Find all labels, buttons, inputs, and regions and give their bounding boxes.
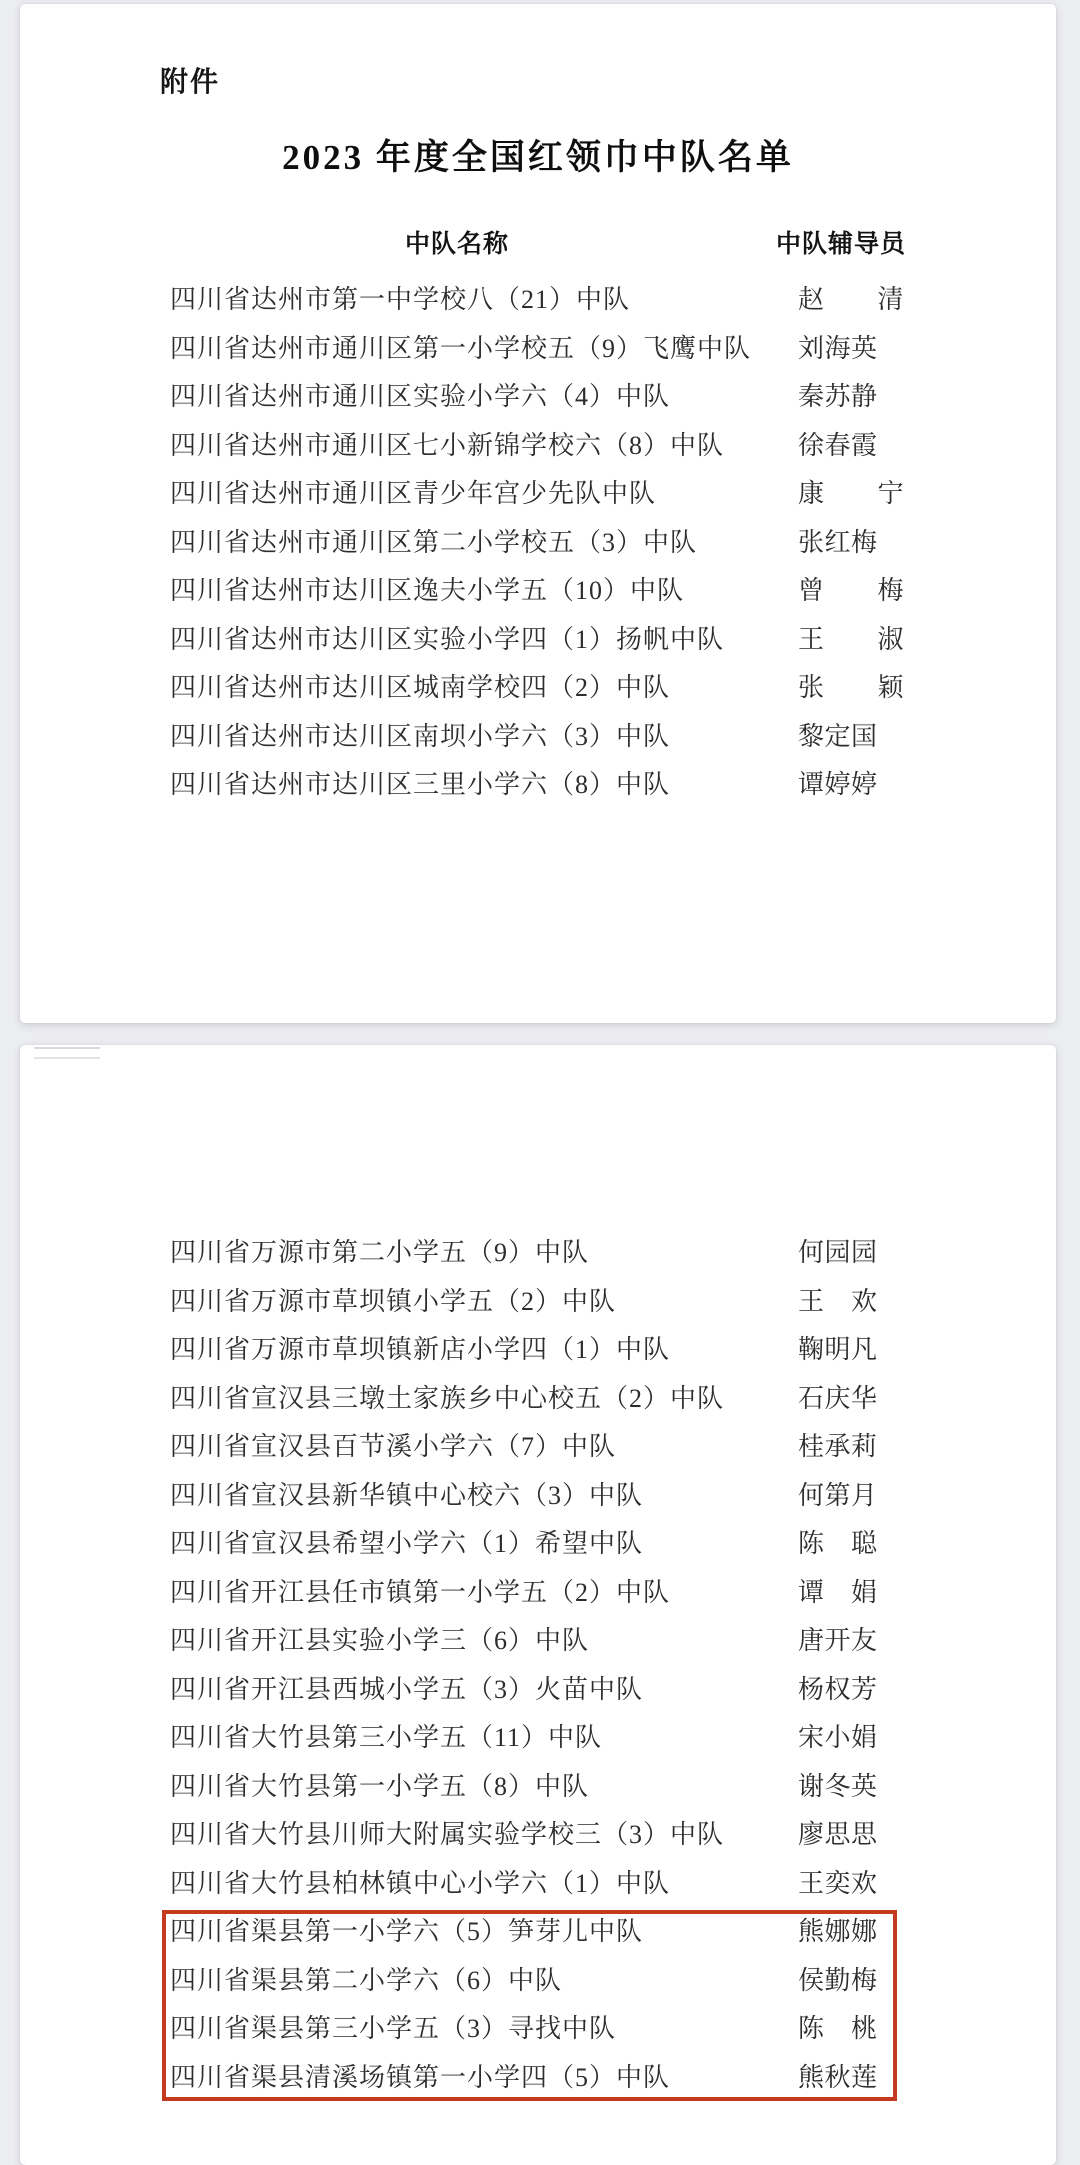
counselor-name-cell: 王 淑 [798, 624, 905, 654]
counselor-name-cell: 廖思思 [798, 1820, 878, 1849]
table-row [20, 382, 1056, 414]
counselor-name-cell: 杨权芳 [798, 1674, 878, 1704]
table-row [20, 1238, 1056, 1270]
table-row [20, 1626, 1056, 1658]
squadron-name-cell: 四川省大竹县柏林镇中心小学六（1）中队 [170, 1868, 671, 1898]
table-row [20, 1384, 1056, 1416]
squadron-name-cell: 四川省达州市通川区青少年宫少先队中队 [170, 479, 657, 508]
counselor-name-cell: 石庆华 [798, 1383, 878, 1413]
counselor-name-cell: 黎定国 [798, 721, 878, 751]
squadron-name-cell: 四川省开江县西城小学五（3）火苗中队 [170, 1674, 644, 1704]
counselor-name-cell: 熊秋莲 [798, 2062, 878, 2092]
squadron-name-cell: 四川省渠县清溪场镇第一小学四（5）中队 [170, 2062, 671, 2092]
squadron-name-cell: 四川省万源市草坝镇小学五（2）中队 [170, 1286, 617, 1316]
table-row [20, 625, 1056, 657]
squadron-name-cell: 四川省宣汉县三墩土家族乡中心校五（2）中队 [170, 1383, 725, 1413]
table-row [20, 1529, 1056, 1561]
counselor-name-cell: 王奕欢 [798, 1868, 878, 1898]
squadron-name-cell: 四川省渠县第一小学六（5）笋芽儿中队 [170, 1917, 644, 1946]
squadron-name-cell: 四川省开江县任市镇第一小学五（2）中队 [170, 1577, 671, 1607]
document-page-1 [20, 4, 1056, 1023]
squadron-name-cell: 四川省渠县第三小学五（3）寻找中队 [170, 2014, 617, 2043]
counselor-name-cell: 刘海英 [798, 333, 878, 363]
counselor-name-cell: 熊娜娜 [798, 1917, 878, 1946]
squadron-name-cell: 四川省达州市达川区城南学校四（2）中队 [170, 673, 671, 702]
document-title: 2023 年度全国红领巾中队名单 [282, 138, 794, 177]
squadron-name-cell: 四川省达州市通川区七小新锦学校六（8）中队 [170, 430, 725, 460]
table-row [20, 1432, 1056, 1464]
counselor-name-cell: 何第月 [798, 1480, 878, 1510]
squadron-name-cell: 四川省开江县实验小学三（6）中队 [170, 1626, 590, 1655]
squadron-name-cell: 四川省达州市第一中学校八（21）中队 [170, 285, 631, 314]
table-row [20, 1820, 1056, 1852]
squadron-name-cell: 四川省宣汉县希望小学六（1）希望中队 [170, 1529, 644, 1558]
counselor-name-cell: 曾 梅 [798, 576, 905, 605]
counselor-name-cell: 张红梅 [798, 527, 878, 557]
counselor-name-cell: 唐开友 [798, 1626, 878, 1655]
table-row [20, 1578, 1056, 1610]
squadron-name-cell: 四川省达州市达川区南坝小学六（3）中队 [170, 721, 671, 751]
table-row [20, 528, 1056, 560]
table-row [20, 431, 1056, 463]
counselor-name-cell: 陈 桃 [798, 2014, 878, 2043]
table-row [20, 1917, 1056, 1949]
squadron-name-cell: 四川省达州市达川区三里小学六（8）中队 [170, 770, 671, 799]
squadron-name-cell: 四川省万源市第二小学五（9）中队 [170, 1238, 590, 1267]
counselor-name-cell: 鞠明凡 [798, 1335, 878, 1364]
squadron-name-cell: 四川省达州市通川区第一小学校五（9）飞鹰中队 [170, 333, 752, 363]
table-row [20, 1869, 1056, 1901]
table-row [20, 1287, 1056, 1319]
squadron-name-cell: 四川省万源市草坝镇新店小学四（1）中队 [170, 1335, 671, 1364]
squadron-name-cell: 四川省宣汉县新华镇中心校六（3）中队 [170, 1480, 644, 1510]
squadron-name-cell: 四川省达州市通川区实验小学六（4）中队 [170, 382, 671, 411]
table-row [20, 334, 1056, 366]
counselor-name-cell: 桂承莉 [798, 1432, 878, 1461]
counselor-name-cell: 谭 娟 [798, 1577, 878, 1607]
scan-artifact [34, 1047, 100, 1059]
squadron-name-cell: 四川省达州市达川区逸夫小学五（10）中队 [170, 576, 685, 605]
counselor-name-cell: 谭婷婷 [798, 770, 878, 799]
squadron-name-cell: 四川省达州市达川区实验小学四（1）扬帆中队 [170, 624, 725, 654]
table-row [20, 1723, 1056, 1755]
table-row [20, 2063, 1056, 2095]
squadron-name-cell: 四川省达州市通川区第二小学校五（3）中队 [170, 527, 698, 557]
counselor-name-cell: 宋小娟 [798, 1723, 878, 1752]
table-row [20, 673, 1056, 705]
squadron-name-cell: 四川省宣汉县百节溪小学六（7）中队 [170, 1432, 617, 1461]
table-row [20, 1481, 1056, 1513]
squadron-name-cell: 四川省大竹县川师大附属实验学校三（3）中队 [170, 1820, 725, 1849]
table-row [20, 1675, 1056, 1707]
squadron-name-cell: 四川省大竹县第三小学五（11）中队 [170, 1723, 603, 1752]
counselor-name-cell: 张 颖 [798, 673, 905, 702]
counselor-name-cell: 康 宁 [798, 479, 905, 508]
counselor-name-cell: 王 欢 [798, 1286, 878, 1316]
counselor-name-cell: 秦苏静 [798, 382, 878, 411]
table-row [20, 722, 1056, 754]
table-row [20, 770, 1056, 802]
table-row [20, 2014, 1056, 2046]
table-row [20, 285, 1056, 317]
counselor-name-cell: 徐春霞 [798, 430, 878, 460]
squadron-name-cell: 四川省大竹县第一小学五（8）中队 [170, 1771, 590, 1801]
counselor-name-cell: 谢冬英 [798, 1771, 878, 1801]
table-row [20, 1335, 1056, 1367]
attachment-label: 附件 [160, 66, 221, 97]
column-header-squadron-name: 中队名称 [405, 230, 510, 258]
table-row [20, 1772, 1056, 1804]
column-header-counselor: 中队辅导员 [776, 230, 907, 258]
counselor-name-cell: 何园园 [798, 1238, 878, 1267]
document-page-2 [20, 1045, 1056, 2165]
squadron-name-cell: 四川省渠县第二小学六（6）中队 [170, 1965, 563, 1995]
table-row [20, 576, 1056, 608]
table-row [20, 479, 1056, 511]
counselor-name-cell: 侯勤梅 [798, 1965, 878, 1995]
counselor-name-cell: 陈 聪 [798, 1529, 878, 1558]
counselor-name-cell: 赵 清 [798, 285, 905, 314]
table-row [20, 1966, 1056, 1998]
